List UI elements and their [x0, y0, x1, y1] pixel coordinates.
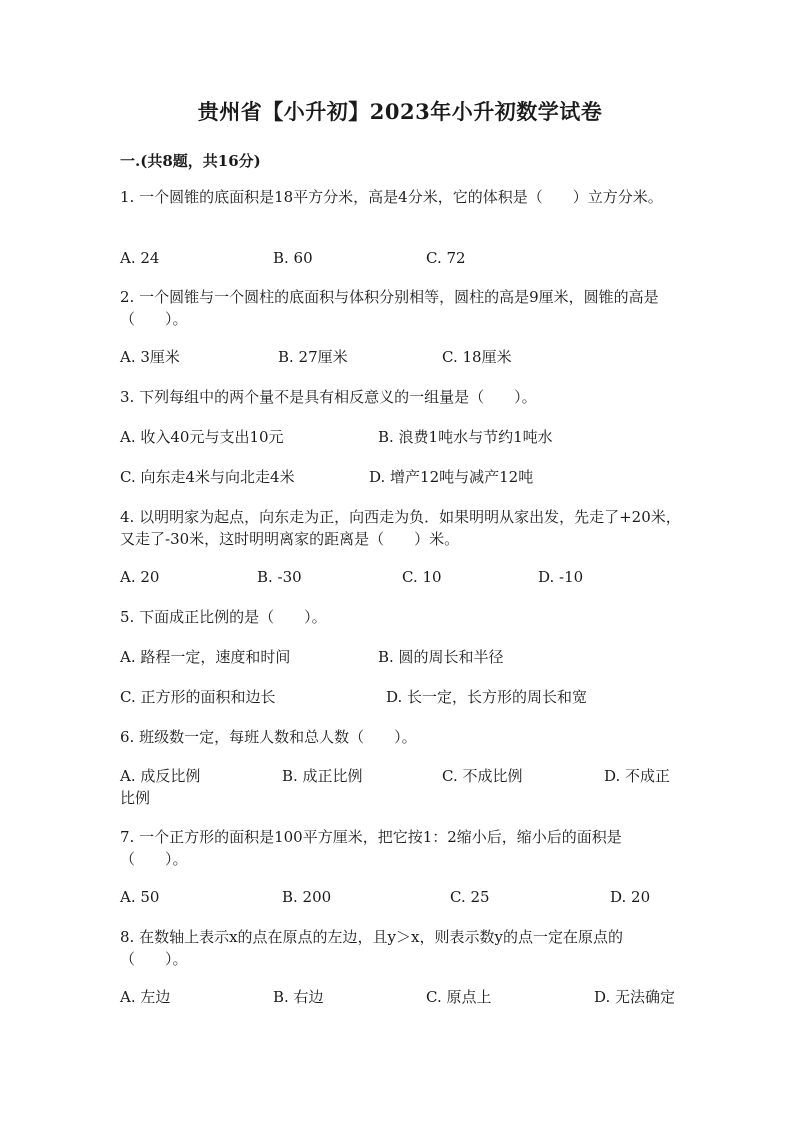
option-c: C. 18厘米: [442, 348, 512, 366]
option-a: A. 3厘米: [120, 348, 180, 366]
option-d: D. -10: [538, 568, 584, 586]
option-d: D. 无法确定: [594, 988, 676, 1006]
option-a: A. 50: [120, 888, 160, 906]
option-a: A. 收入40元与支出10元: [120, 428, 284, 446]
option-d: D. 不成正: [604, 767, 671, 785]
option-c: C. 10: [402, 568, 442, 586]
option-b: B. 右边: [273, 988, 324, 1006]
question-5-options-row-1: [120, 646, 685, 668]
question-6: 6. 班级数一定，每班人数和总人数（ ）。: [120, 728, 417, 746]
option-b: B. 27厘米: [278, 348, 348, 366]
question-8-options: [120, 986, 685, 1008]
option-a: A. 20: [120, 568, 160, 586]
question-6-options: [120, 765, 685, 787]
question-7: 7. 一个正方形的面积是100平方厘米，把它按1：2缩小后，缩小后的面积是（ ）。: [120, 828, 622, 868]
question-7-options: [120, 886, 685, 908]
option-b: B. -30: [257, 568, 302, 586]
question-4: 4. 以明明家为起点，向东走为正，向西走为负．如果明明从家出发，先走了+20米，又走了-30米，这时明明离家的距离是（ ）米。: [120, 508, 681, 548]
option-a: A. 24: [120, 249, 160, 267]
option-d: D. 长一定，长方形的周长和宽: [386, 688, 588, 706]
option-d: D. 20: [610, 888, 651, 906]
question-1-options: [120, 247, 685, 269]
question-4-options: [120, 566, 685, 588]
question-5-options-row-2: [120, 686, 685, 708]
option-d: D. 增产12吨与减产12吨: [369, 468, 534, 486]
question-5: 5. 下面成正比例的是（ ）。: [120, 608, 327, 626]
question-3-options-row-1: [120, 426, 685, 448]
option-a: A. 左边: [120, 988, 171, 1006]
option-b: B. 浪费1吨水与节约1吨水: [378, 428, 553, 446]
option-d-continued: 比例: [120, 789, 151, 807]
question-3-options-row-2: [120, 466, 685, 488]
option-a: A. 路程一定，速度和时间: [120, 648, 291, 666]
option-c: C. 正方形的面积和边长: [120, 688, 276, 706]
option-b: B. 200: [282, 888, 332, 906]
question-1: 1. 一个圆锥的底面积是18平方分米，高是4分米，它的体积是（ ）立方分米。: [120, 188, 663, 206]
question-8: 8. 在数轴上表示x的点在原点的左边，且y＞x，则表示数y的点一定在原点的（ ）。: [120, 928, 623, 968]
option-c: C. 72: [426, 249, 466, 267]
section-heading: 一.(共8题，共16分): [120, 152, 261, 170]
exam-title: 贵州省【小升初】2023年小升初数学试卷: [197, 99, 603, 124]
question-2-options: [120, 346, 685, 368]
question-2: 2. 一个圆锥与一个圆柱的底面积与体积分别相等，圆柱的高是9厘米，圆锥的高是（ ）。: [120, 288, 659, 328]
option-b: B. 圆的周长和半径: [378, 648, 504, 666]
option-c: C. 向东走4米与向北走4米: [120, 468, 295, 486]
question-3: 3. 下列每组中的两个量不是具有相反意义的一组量是（ ）。: [120, 388, 537, 406]
option-b: B. 成正比例: [282, 767, 363, 785]
option-b: B. 60: [273, 249, 313, 267]
option-c: C. 不成比例: [442, 767, 523, 785]
option-c: C. 25: [450, 888, 490, 906]
option-c: C. 原点上: [426, 988, 492, 1006]
option-a: A. 成反比例: [120, 767, 201, 785]
